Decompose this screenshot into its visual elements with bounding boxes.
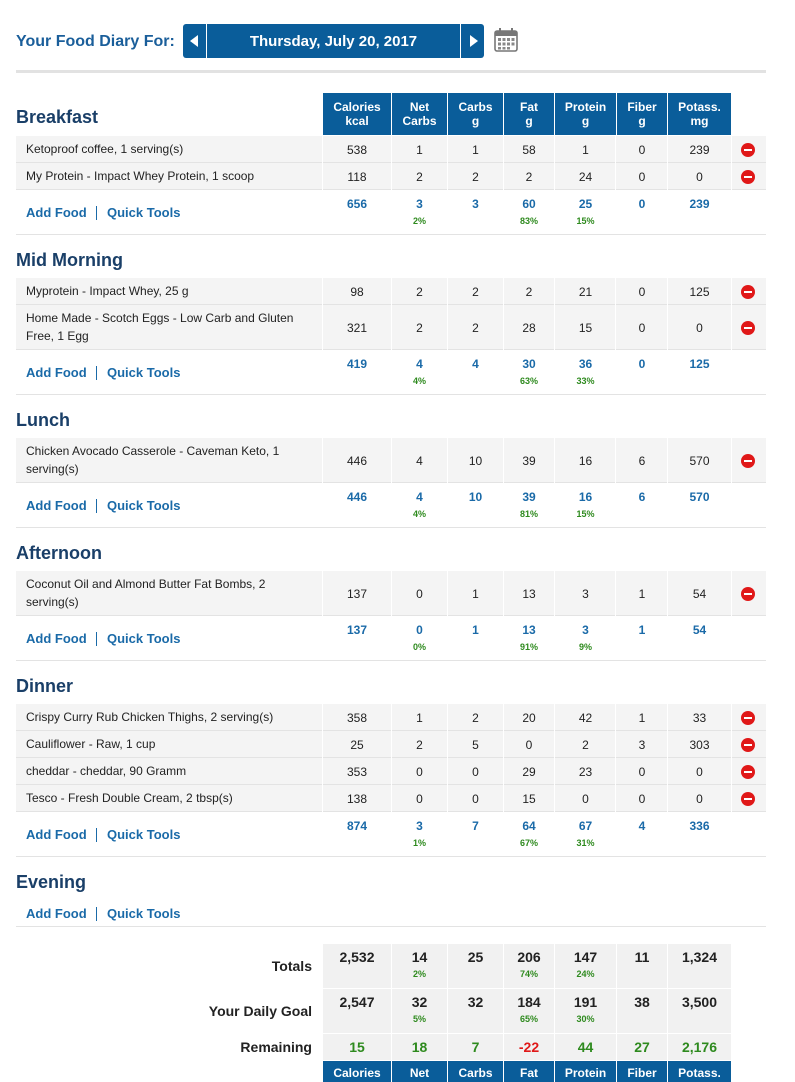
column-header-label: Carbs — [458, 100, 493, 114]
column-header-cal — [323, 93, 391, 135]
cell-divider — [731, 136, 732, 163]
food-entry-row[interactable] — [16, 278, 766, 305]
meal-percent-protein: 9% — [578, 642, 592, 652]
quick-tools-link[interactable]: Quick Tools — [107, 631, 181, 646]
food-entry-fat: 28 — [522, 320, 536, 335]
food-entry-net: 2 — [416, 737, 423, 752]
column-header-label: Fat — [520, 100, 538, 114]
food-entry-fiber: 1 — [638, 710, 646, 725]
food-entry-row[interactable] — [16, 704, 766, 731]
cell-divider — [731, 731, 732, 758]
meal-total-potass: 570 — [689, 490, 710, 504]
summary-goal-fiber: 38 — [634, 994, 650, 1010]
food-entry-net: 2 — [416, 320, 423, 335]
food-entry-cal: 138 — [346, 791, 368, 806]
summary-totals-potass: 1,324 — [681, 949, 718, 965]
summary-label-remaining: Remaining — [240, 1039, 312, 1055]
column-header-potass — [668, 93, 731, 135]
food-entry-potass: 0 — [696, 791, 703, 806]
meal-total-protein: 16 — [578, 490, 593, 504]
meal-total-fat: 64 — [522, 819, 536, 833]
page-title: Your Food Diary For: — [16, 33, 175, 50]
add-food-link[interactable]: Add Food — [26, 365, 87, 380]
food-entry-protein: 0 — [582, 791, 589, 806]
food-entry-potass: 0 — [696, 320, 703, 335]
food-entry-row[interactable] — [16, 785, 766, 812]
summary-remaining-potass: 2,176 — [681, 1039, 718, 1055]
summary-totals-percent-fat: 74% — [519, 969, 538, 979]
meal-total-carbs: 1 — [472, 623, 479, 637]
meal-total-fiber: 4 — [638, 819, 646, 833]
meal-percent-fat: 91% — [519, 642, 538, 652]
meal-percent-protein: 15% — [576, 509, 595, 519]
delete-entry-icon[interactable] — [741, 765, 755, 779]
food-entry-fat: 2 — [525, 169, 533, 184]
link-separator — [96, 632, 97, 646]
food-entry-net: 2 — [416, 284, 423, 299]
add-food-link[interactable]: Add Food — [26, 205, 87, 220]
food-entry-potass: 125 — [689, 284, 710, 299]
meal-total-carbs: 3 — [472, 197, 479, 211]
food-entry-row[interactable] — [16, 136, 766, 163]
meal-total-net: 4 — [416, 490, 423, 504]
food-entry-fiber: 0 — [638, 284, 646, 299]
cell-divider — [731, 438, 732, 483]
food-entry-cal: 353 — [346, 764, 368, 779]
meal-total-fat: 13 — [522, 623, 536, 637]
column-header-fat — [504, 93, 554, 135]
meal-title-evening: Evening — [16, 872, 87, 892]
food-entry-cal: 321 — [346, 320, 368, 335]
link-separator — [96, 828, 97, 842]
meal-percent-net: 1% — [412, 838, 426, 848]
meal-total-protein: 3 — [582, 623, 589, 637]
quick-tools-link[interactable]: Quick Tools — [107, 365, 181, 380]
food-entry-row[interactable] — [16, 731, 766, 758]
food-entry-cal: 446 — [346, 453, 368, 468]
food-entry-net: 1 — [416, 710, 423, 725]
meal-total-net: 0 — [416, 623, 423, 637]
bottom-column-header-cal: Calories — [323, 1061, 391, 1082]
food-entry-name[interactable]: Tesco - Fresh Double Cream, 2 tbsp(s) — [26, 791, 233, 805]
meal-title-mid-morning: Mid Morning — [16, 250, 123, 270]
food-entry-cal: 98 — [350, 284, 364, 299]
food-entry-row[interactable] — [16, 758, 766, 785]
meal-title-dinner: Dinner — [16, 676, 74, 696]
food-entry-fat: 15 — [522, 791, 536, 806]
meal-total-fat: 60 — [522, 197, 536, 211]
summary-remaining-protein: 44 — [577, 1039, 594, 1055]
cell-divider — [731, 305, 732, 350]
delete-entry-icon[interactable] — [741, 587, 755, 601]
meal-summary-row — [16, 350, 766, 395]
cell-divider — [731, 571, 732, 616]
column-header-unit: mg — [690, 114, 709, 128]
food-entry-fat: 13 — [522, 586, 536, 601]
food-entry-fat: 58 — [522, 142, 536, 157]
add-food-link[interactable]: Add Food — [26, 631, 87, 646]
summary-remaining-fat: -22 — [518, 1039, 540, 1055]
food-entry-name[interactable]: Home Made - Scotch Eggs - Low Carb and Gluten Free, 1 Egg — [26, 311, 294, 343]
meal-percent-protein: 33% — [576, 376, 595, 386]
delete-entry-icon[interactable] — [741, 738, 755, 752]
meal-percent-protein: 15% — [576, 216, 595, 226]
food-entry-protein: 24 — [578, 169, 593, 184]
meal-summary-row — [16, 190, 766, 235]
column-header-label: Fiber — [627, 100, 657, 114]
food-entry-carbs: 2 — [472, 169, 479, 184]
food-entry-row[interactable] — [16, 305, 766, 350]
food-entry-cal: 358 — [346, 710, 368, 725]
add-food-link[interactable]: Add Food — [26, 906, 87, 921]
quick-tools-link[interactable]: Quick Tools — [107, 205, 181, 220]
food-entry-name[interactable]: Coconut Oil and Almond Butter Fat Bombs, 2 serving(s) — [26, 577, 266, 609]
summary-totals-carbs: 25 — [467, 949, 484, 965]
summary-goal-percent-protein: 30% — [576, 1014, 595, 1024]
summary-label-totals: Totals — [271, 958, 312, 974]
link-separator — [96, 366, 97, 380]
food-entry-row[interactable] — [16, 438, 766, 483]
meal-total-carbs: 10 — [468, 490, 483, 504]
food-entry-net: 0 — [416, 764, 423, 779]
cell-divider — [731, 704, 732, 731]
summary-goal-carbs: 32 — [467, 994, 484, 1010]
food-entry-protein: 21 — [578, 284, 593, 299]
food-entry-name[interactable]: cheddar - cheddar, 90 Gramm — [26, 764, 187, 778]
summary-remaining-fiber: 27 — [634, 1039, 650, 1055]
previous-day-button[interactable] — [183, 24, 207, 58]
current-date: Thursday, July 20, 2017 — [249, 33, 418, 50]
summary-remaining-cal: 15 — [349, 1039, 365, 1055]
meal-total-fiber: 0 — [638, 357, 646, 371]
summary-goal-cal: 2,547 — [339, 994, 375, 1010]
food-entry-cal: 118 — [347, 169, 367, 184]
meal-total-cal: 419 — [346, 357, 368, 371]
food-entry-protein: 42 — [578, 710, 593, 725]
food-entry-row[interactable] — [16, 163, 766, 190]
delete-entry-icon[interactable] — [741, 792, 755, 806]
meal-total-fiber: 6 — [638, 490, 646, 504]
food-entry-potass: 239 — [689, 142, 710, 157]
meal-percent-net: 2% — [412, 216, 426, 226]
meal-percent-fat: 83% — [519, 216, 538, 226]
food-entry-cal: 137 — [346, 586, 368, 601]
column-header-label: Potass. — [678, 100, 721, 114]
food-entry-name[interactable]: Chicken Avocado Casserole - Caveman Keto, 1 serving(s) — [26, 444, 280, 476]
food-entry-carbs: 2 — [472, 284, 479, 299]
summary-goal-net: 32 — [411, 994, 428, 1010]
food-entry-net: 0 — [416, 586, 423, 601]
food-entry-name[interactable]: My Protein - Impact Whey Protein, 1 scoop — [26, 169, 255, 183]
meal-percent-net: 4% — [412, 509, 426, 519]
quick-tools-link[interactable]: Quick Tools — [107, 827, 181, 842]
meal-total-fat: 39 — [522, 490, 536, 504]
food-entry-fiber: 6 — [638, 453, 646, 468]
food-entry-name[interactable]: Crispy Curry Rub Chicken Thighs, 2 serving(s) — [26, 710, 274, 724]
summary-goal-fat: 184 — [517, 994, 541, 1010]
meal-total-fiber: 0 — [638, 197, 646, 211]
food-entry-fat: 2 — [525, 284, 533, 299]
bottom-column-header-net: Net — [392, 1061, 447, 1082]
summary-remaining-net: 18 — [411, 1039, 428, 1055]
meal-total-protein: 36 — [578, 357, 593, 371]
food-entry-protein: 16 — [578, 453, 593, 468]
food-entry-fat: 0 — [525, 737, 533, 752]
food-entry-protein: 2 — [582, 737, 589, 752]
next-day-button[interactable] — [460, 24, 484, 58]
food-entry-carbs: 1 — [472, 142, 479, 157]
meal-percent-fat: 81% — [519, 509, 538, 519]
summary-totals-fat: 206 — [517, 949, 541, 965]
meal-summary-row — [16, 483, 766, 528]
food-entry-name[interactable]: Cauliflower - Raw, 1 cup — [26, 737, 156, 751]
food-entry-fiber: 1 — [638, 586, 646, 601]
meal-total-potass: 336 — [689, 819, 710, 833]
food-entry-fat: 39 — [522, 453, 536, 468]
food-entry-fat: 20 — [522, 710, 536, 725]
date-selector — [183, 24, 484, 58]
summary-goal-protein: 191 — [573, 994, 598, 1010]
food-entry-fiber: 3 — [638, 737, 646, 752]
meal-total-cal: 874 — [346, 819, 368, 833]
add-food-link[interactable]: Add Food — [26, 827, 87, 842]
food-entry-net: 4 — [416, 453, 423, 468]
food-entry-name[interactable]: Myprotein - Impact Whey, 25 g — [26, 284, 189, 298]
cell-divider — [731, 785, 732, 812]
food-entry-fiber: 0 — [638, 764, 646, 779]
column-header-net — [392, 93, 447, 135]
summary-totals-percent-protein: 24% — [576, 969, 595, 979]
meal-total-fiber: 1 — [638, 623, 646, 637]
food-entry-cal: 25 — [350, 737, 364, 752]
summary-goal-potass: 3,500 — [681, 994, 718, 1010]
link-separator — [96, 907, 97, 921]
meal-total-potass: 239 — [689, 197, 710, 211]
food-entry-protein: 3 — [582, 586, 589, 601]
delete-entry-icon[interactable] — [741, 711, 755, 725]
column-header-unit: Carbs — [402, 114, 437, 128]
meal-summary-row — [16, 812, 766, 857]
food-entry-fat: 29 — [522, 764, 536, 779]
meal-summary-row — [16, 616, 766, 661]
summary-totals-percent-net: 2% — [412, 969, 426, 979]
food-entry-net: 1 — [416, 142, 423, 157]
bottom-column-header-protein: Protein — [555, 1061, 616, 1082]
column-header-carbs — [448, 93, 503, 135]
food-entry-fiber: 0 — [638, 169, 646, 184]
meal-percent-protein: 31% — [576, 838, 595, 848]
food-entry-cal: 538 — [346, 142, 368, 157]
food-entry-potass: 0 — [696, 169, 703, 184]
summary-totals-cal: 2,532 — [339, 949, 375, 965]
cell-divider — [731, 163, 732, 190]
meal-total-potass: 54 — [692, 623, 707, 637]
food-entry-carbs: 10 — [468, 453, 483, 468]
food-entry-protein: 1 — [582, 142, 589, 157]
meal-total-carbs: 4 — [472, 357, 479, 371]
column-header-unit: g — [581, 114, 590, 128]
meal-total-cal: 656 — [346, 197, 368, 211]
summary-totals-net: 14 — [411, 949, 428, 965]
meal-percent-net: 4% — [412, 376, 426, 386]
food-entry-net: 2 — [416, 169, 423, 184]
food-entry-fiber: 0 — [638, 142, 646, 157]
food-entry-net: 0 — [416, 791, 423, 806]
cell-divider — [731, 278, 732, 305]
meal-total-net: 3 — [416, 819, 423, 833]
header-divider — [16, 70, 766, 73]
summary-goal-percent-fat: 65% — [519, 1014, 538, 1024]
column-header-label: Calories — [333, 100, 381, 114]
column-header-unit: g — [638, 114, 646, 128]
meal-percent-net: 0% — [412, 642, 426, 652]
meal-total-net: 4 — [416, 357, 423, 371]
meal-title-lunch: Lunch — [16, 410, 70, 430]
food-entry-fiber: 0 — [638, 791, 646, 806]
meal-total-cal: 137 — [346, 623, 368, 637]
food-entry-potass: 303 — [689, 737, 710, 752]
column-header-unit: kcal — [345, 114, 369, 128]
food-entry-carbs: 0 — [472, 764, 479, 779]
calendar-icon[interactable] — [494, 28, 518, 52]
column-header-unit: g — [525, 114, 533, 128]
bottom-column-header-carbs: Carbs — [448, 1061, 503, 1082]
bottom-column-header-potass: Potass. — [668, 1061, 731, 1082]
food-entry-protein: 23 — [578, 764, 593, 779]
delete-entry-icon[interactable] — [741, 321, 755, 335]
summary-totals-protein: 147 — [573, 949, 598, 965]
add-food-link[interactable]: Add Food — [26, 498, 87, 513]
link-separator — [96, 499, 97, 513]
summary-remaining-carbs: 7 — [471, 1039, 480, 1055]
food-entry-potass: 33 — [692, 710, 707, 725]
food-entry-carbs: 2 — [472, 710, 479, 725]
meal-total-carbs: 7 — [472, 819, 479, 833]
food-entry-carbs: 2 — [472, 320, 479, 335]
food-entry-carbs: 0 — [472, 791, 479, 806]
meal-total-fat: 30 — [522, 357, 536, 371]
meal-total-cal: 446 — [346, 490, 368, 504]
delete-entry-icon[interactable] — [741, 143, 755, 157]
food-entry-row[interactable] — [16, 571, 766, 616]
bottom-column-header-fiber: Fiber — [617, 1061, 667, 1082]
delete-entry-icon[interactable] — [741, 285, 755, 299]
cell-divider — [731, 758, 732, 785]
meal-percent-fat: 67% — [519, 838, 538, 848]
meal-total-protein: 67 — [578, 819, 593, 833]
column-header-unit: g — [471, 114, 480, 128]
delete-entry-icon[interactable] — [741, 454, 755, 468]
meal-total-potass: 125 — [689, 357, 710, 371]
column-header-label: Protein — [564, 100, 607, 114]
column-header-fiber — [617, 93, 667, 135]
quick-tools-link[interactable]: Quick Tools — [107, 906, 181, 921]
bottom-column-header-fat: Fat — [504, 1061, 554, 1082]
delete-entry-icon[interactable] — [741, 170, 755, 184]
food-entry-potass: 0 — [696, 764, 703, 779]
arrow-right-icon — [470, 35, 478, 47]
food-entry-protein: 15 — [578, 320, 593, 335]
summary-totals-fiber: 11 — [634, 949, 650, 965]
food-entry-carbs: 1 — [472, 586, 479, 601]
arrow-left-icon — [190, 35, 198, 47]
meal-title-afternoon: Afternoon — [16, 543, 102, 563]
column-header-label: Net — [409, 100, 430, 114]
food-entry-potass: 54 — [692, 586, 707, 601]
link-separator — [96, 206, 97, 220]
food-entry-potass: 570 — [689, 453, 710, 468]
meal-total-protein: 25 — [578, 197, 593, 211]
food-entry-name[interactable]: Ketoproof coffee, 1 serving(s) — [26, 142, 184, 156]
column-header-protein — [555, 93, 616, 135]
meal-total-net: 3 — [416, 197, 423, 211]
diary-header — [16, 24, 768, 60]
meal-summary-row — [16, 900, 766, 927]
meal-percent-fat: 63% — [519, 376, 538, 386]
meal-title-breakfast: Breakfast — [16, 107, 99, 127]
summary-goal-percent-net: 5% — [412, 1014, 426, 1024]
food-entry-carbs: 5 — [472, 737, 479, 752]
quick-tools-link[interactable]: Quick Tools — [107, 498, 181, 513]
food-entry-fiber: 0 — [638, 320, 646, 335]
summary-label-goal: Your Daily Goal — [208, 1003, 312, 1019]
